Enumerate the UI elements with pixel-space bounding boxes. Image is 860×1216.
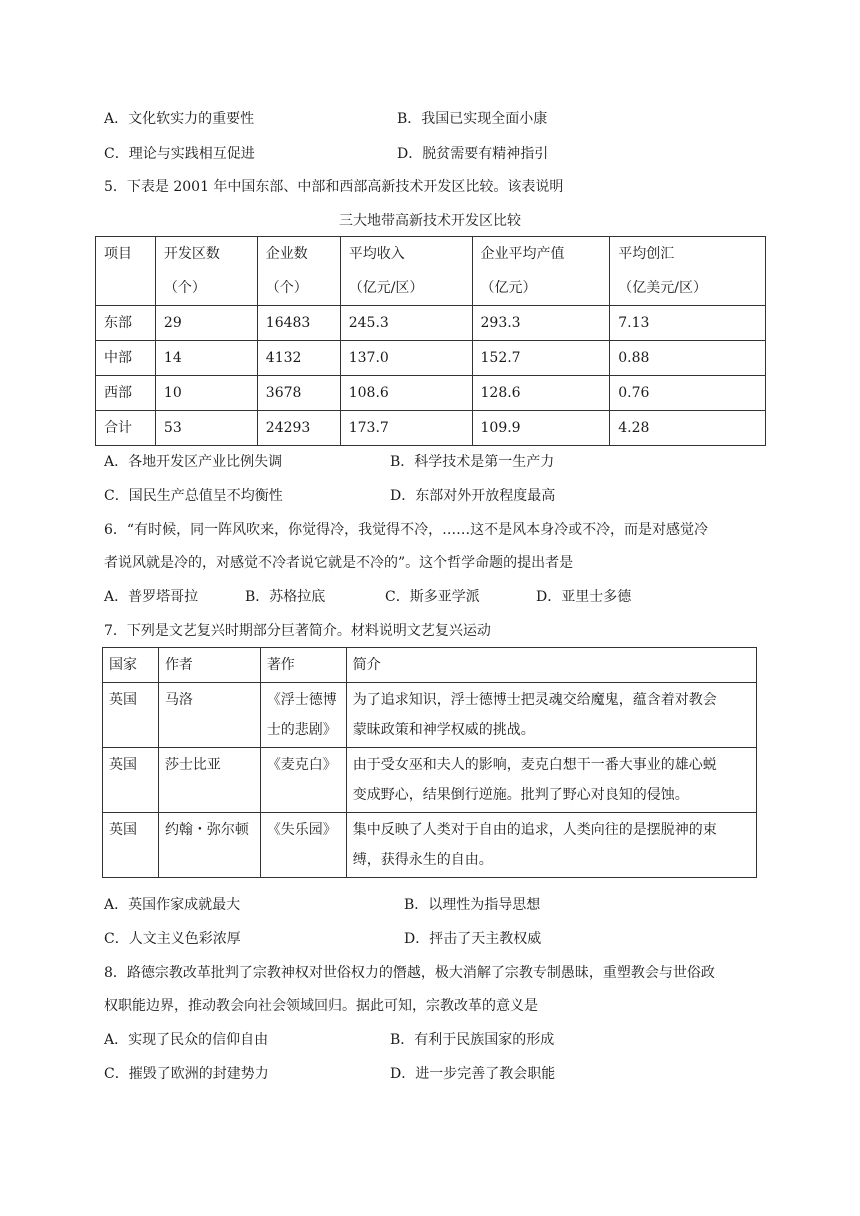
q7-option-d: D．抨击了天主教权威 <box>404 931 542 947</box>
q8-option-a: A．实现了民众的信仰自由 <box>104 1032 269 1048</box>
q5-table-header-row <box>96 237 766 306</box>
q4-option-a: A．文化软实力的重要性 <box>104 111 255 127</box>
q7-table <box>102 647 757 878</box>
table-cell: 109.9 <box>472 411 610 446</box>
q5-header-cell: 项目 <box>96 237 156 306</box>
table-cell: 《浮士德博 士的悲剧》 <box>260 683 346 748</box>
table-row <box>103 683 757 748</box>
table-cell: 293.3 <box>472 306 610 341</box>
q6-option-a: A．普罗塔哥拉 <box>104 589 199 605</box>
q6-option-c: C．斯多亚学派 <box>385 589 480 605</box>
table-row <box>103 748 757 813</box>
table-cell: 西部 <box>96 376 156 411</box>
table-cell: 莎士比亚 <box>158 748 260 813</box>
table-cell: 4132 <box>257 341 340 376</box>
q4-option-c: C．理论与实践相互促进 <box>104 146 255 162</box>
q7-header-cell: 著作 <box>260 648 346 683</box>
q5-table <box>95 236 766 446</box>
table-cell: 集中反映了人类对于自由的追求，人类向往的是摆脱神的束 缚，获得永生的自由。 <box>346 813 756 878</box>
table-cell: 东部 <box>96 306 156 341</box>
q5-header-cell: 企业平均产值 （亿元） <box>472 237 610 306</box>
table-cell: 24293 <box>257 411 340 446</box>
table-cell: 约翰・弥尔顿 <box>158 813 260 878</box>
q5-option-c: C．国民生产总值呈不均衡性 <box>104 488 283 504</box>
q5-header-cell: 平均创汇 （亿美元/区） <box>610 237 766 306</box>
q7-stem: 7．下列是文艺复兴时期部分巨著简介。材料说明文艺复兴运动 <box>104 623 491 639</box>
table-row <box>103 813 757 878</box>
q7-table-header-row <box>103 648 757 683</box>
q5-option-d: D．东部对外开放程度最高 <box>390 488 556 504</box>
table-cell: 53 <box>155 411 257 446</box>
table-cell: 英国 <box>103 813 159 878</box>
table-cell: 173.7 <box>340 411 472 446</box>
table-cell: 4.28 <box>610 411 766 446</box>
table-cell: 10 <box>155 376 257 411</box>
table-cell: 《麦克白》 <box>260 748 346 813</box>
table-cell: 108.6 <box>340 376 472 411</box>
q5-table-title: 三大地带高新技术开发区比较 <box>339 213 521 229</box>
q7-option-b: B．以理性为指导思想 <box>404 897 541 913</box>
q5-option-a: A．各地开发区产业比例失调 <box>104 454 283 470</box>
table-row <box>96 411 766 446</box>
q4-option-b: B．我国已实现全面小康 <box>397 111 548 127</box>
q5-header-cell: 企业数 （个） <box>257 237 340 306</box>
q6-option-d: D．亚里士多德 <box>536 589 632 605</box>
table-cell: 7.13 <box>610 306 766 341</box>
table-cell: 合计 <box>96 411 156 446</box>
q7-option-c: C．人文主义色彩浓厚 <box>104 931 241 947</box>
table-cell: 152.7 <box>472 341 610 376</box>
q4-option-d: D．脱贫需要有精神指引 <box>397 146 549 162</box>
q8-stem-line1: 8．路德宗教改革批判了宗教神权对世俗权力的僭越，极大消解了宗教专制愚昧，重塑教会与世俗政 <box>104 965 715 981</box>
q6-option-b: B．苏格拉底 <box>245 589 326 605</box>
table-cell: 128.6 <box>472 376 610 411</box>
table-cell: 由于受女巫和夫人的影响，麦克白想干一番大事业的雄心蜕 变成野心，结果倒行逆施。批判了野心对良知的侵蚀。 <box>346 748 756 813</box>
table-cell: 3678 <box>257 376 340 411</box>
q7-header-cell: 国家 <box>103 648 159 683</box>
q5-header-cell: 开发区数 （个） <box>155 237 257 306</box>
q5-option-b: B．科学技术是第一生产力 <box>390 454 555 470</box>
table-cell: 《失乐园》 <box>260 813 346 878</box>
table-cell: 245.3 <box>340 306 472 341</box>
table-cell: 为了追求知识，浮士德博士把灵魂交给魔鬼，蕴含着对教会 蒙昧政策和神学权威的挑战。 <box>346 683 756 748</box>
table-row <box>96 341 766 376</box>
table-row <box>96 376 766 411</box>
table-row <box>96 306 766 341</box>
q8-option-b: B．有利于民族国家的形成 <box>390 1032 555 1048</box>
table-cell: 0.76 <box>610 376 766 411</box>
q6-stem-line1: 6．“有时候，同一阵风吹来，你觉得冷，我觉得不冷，……这不是风本身冷或不冷，而是对感觉冷 <box>104 522 709 538</box>
q8-option-c: C．摧毁了欧洲的封建势力 <box>104 1066 269 1082</box>
q5-header-cell: 平均收入 （亿元/区） <box>340 237 472 306</box>
table-cell: 0.88 <box>610 341 766 376</box>
q5-stem: 5．下表是 2001 年中国东部、中部和西部高新技术开发区比较。该表说明 <box>104 179 564 195</box>
table-cell: 29 <box>155 306 257 341</box>
q6-stem-line2: 者说风就是冷的，对感觉不冷者说它就是不冷的”。这个哲学命题的提出者是 <box>104 555 574 571</box>
table-cell: 137.0 <box>340 341 472 376</box>
table-cell: 16483 <box>257 306 340 341</box>
table-cell: 英国 <box>103 748 159 813</box>
q8-option-d: D．进一步完善了教会职能 <box>390 1066 556 1082</box>
table-cell: 马洛 <box>158 683 260 748</box>
table-cell: 中部 <box>96 341 156 376</box>
table-cell: 英国 <box>103 683 159 748</box>
q7-header-cell: 作者 <box>158 648 260 683</box>
q7-option-a: A．英国作家成就最大 <box>104 897 241 913</box>
q8-stem-line2: 权职能边界，推动教会向社会领域回归。据此可知，宗教改革的意义是 <box>104 998 538 1014</box>
table-cell: 14 <box>155 341 257 376</box>
q7-header-cell: 简介 <box>346 648 756 683</box>
